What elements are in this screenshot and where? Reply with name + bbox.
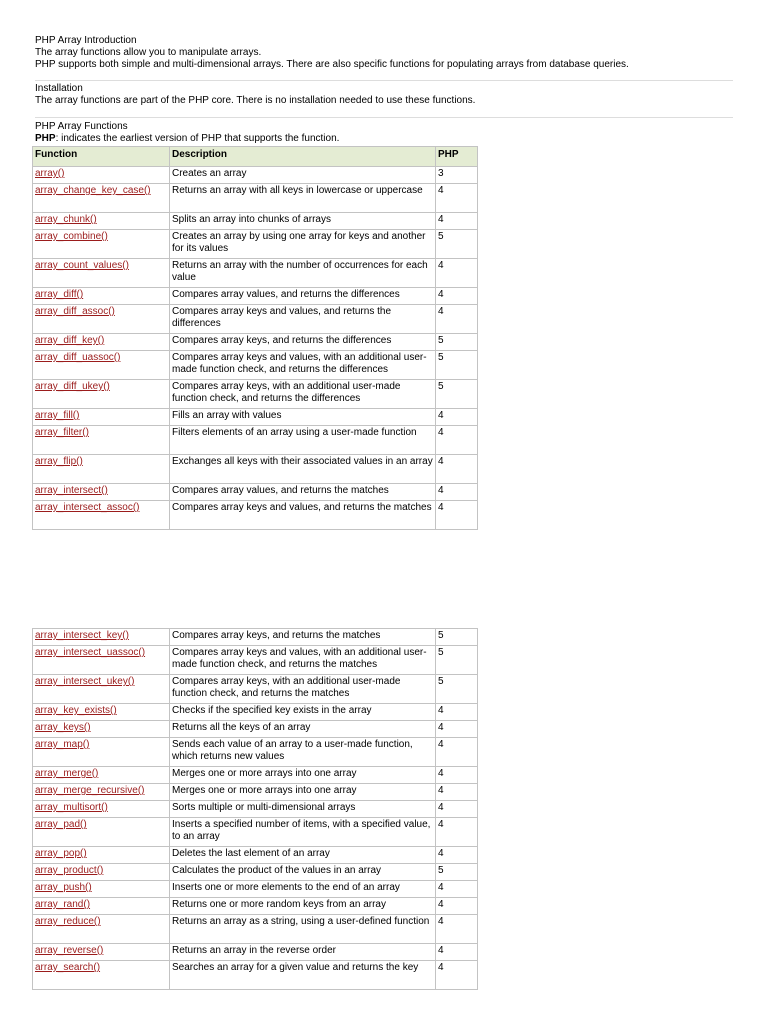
description-cell: Compares array values, and returns the matches <box>170 484 436 501</box>
table-row <box>33 944 478 961</box>
function-cell <box>33 881 170 898</box>
function-link[interactable]: array_reduce() <box>35 916 101 927</box>
function-cell <box>33 675 170 704</box>
function-link[interactable]: array_count_values() <box>35 260 129 271</box>
function-link[interactable]: array_product() <box>35 865 104 876</box>
table-row <box>33 409 478 426</box>
function-cell <box>33 351 170 380</box>
description-cell: Compares array keys and values, and returns the matches <box>170 501 436 530</box>
function-cell <box>33 915 170 944</box>
php-version-cell: 4 <box>436 898 478 915</box>
description-cell: Exchanges all keys with their associated values in an array <box>170 455 436 484</box>
function-cell <box>33 305 170 334</box>
table-row <box>33 629 478 646</box>
description-cell: Returns an array in the reverse order <box>170 944 436 961</box>
description-cell: Fills an array with values <box>170 409 436 426</box>
function-link[interactable]: array_reverse() <box>35 945 104 956</box>
description-cell: Merges one or more arrays into one array <box>170 767 436 784</box>
table-row <box>33 646 478 675</box>
installation-text: The array functions are part of the PHP core. There is no installation needed to use these functions. <box>35 95 476 106</box>
description-cell: Sorts multiple or multi-dimensional arrays <box>170 801 436 818</box>
function-link[interactable]: array_diff_ukey() <box>35 381 110 392</box>
description-cell: Searches an array for a given value and returns the key <box>170 961 436 990</box>
table-row <box>33 801 478 818</box>
function-cell <box>33 847 170 864</box>
php-version-cell: 4 <box>436 721 478 738</box>
description-cell: Returns an array as a string, using a user-defined function <box>170 915 436 944</box>
functions-note <box>35 133 733 145</box>
table-row <box>33 351 478 380</box>
intro-title: PHP Array Introduction <box>35 35 137 46</box>
function-link[interactable]: array_rand() <box>35 899 91 910</box>
function-cell <box>33 230 170 259</box>
table-row <box>33 767 478 784</box>
function-link[interactable]: array_change_key_case() <box>35 185 151 196</box>
intro-line-1: The array functions allow you to manipulate arrays. <box>35 47 262 58</box>
function-link[interactable]: array_fill() <box>35 410 80 421</box>
header-function: Function <box>33 147 170 167</box>
function-cell <box>33 738 170 767</box>
table-row <box>33 704 478 721</box>
table-row <box>33 961 478 990</box>
function-cell <box>33 426 170 455</box>
intro-line-2: PHP supports both simple and multi-dimensional arrays. There are also specific functions for populating arrays from database queries. <box>35 59 629 70</box>
php-version-cell: 4 <box>436 944 478 961</box>
description-cell: Returns all the keys of an array <box>170 721 436 738</box>
table-row <box>33 881 478 898</box>
php-note-text: : indicates the earliest version of PHP that supports the function. <box>55 133 340 144</box>
table-row <box>33 818 478 847</box>
php-version-cell: 4 <box>436 881 478 898</box>
description-cell: Merges one or more arrays into one array <box>170 784 436 801</box>
function-cell <box>33 380 170 409</box>
function-link[interactable]: array_pad() <box>35 819 87 830</box>
table-row <box>33 259 478 288</box>
function-link[interactable]: array_intersect_ukey() <box>35 676 135 687</box>
description-cell: Splits an array into chunks of arrays <box>170 213 436 230</box>
php-version-cell: 4 <box>436 501 478 530</box>
description-cell: Calculates the product of the values in an array <box>170 864 436 881</box>
function-link[interactable]: array_intersect_key() <box>35 630 129 641</box>
installation-title: Installation <box>35 83 83 94</box>
php-version-cell: 4 <box>436 305 478 334</box>
table-row <box>33 864 478 881</box>
intro-section <box>35 35 733 71</box>
function-cell <box>33 629 170 646</box>
function-cell <box>33 944 170 961</box>
description-cell: Compares array keys and values, with an additional user-made function check, and returns the matches <box>170 646 436 675</box>
table-row <box>33 184 478 213</box>
function-link[interactable]: array_filter() <box>35 427 89 438</box>
php-version-cell: 4 <box>436 818 478 847</box>
function-cell <box>33 409 170 426</box>
php-version-cell: 4 <box>436 767 478 784</box>
table-row <box>33 426 478 455</box>
php-label: PHP <box>35 133 56 144</box>
description-cell: Returns one or more random keys from an array <box>170 898 436 915</box>
description-cell: Filters elements of an array using a user-made function <box>170 426 436 455</box>
table-row <box>33 484 478 501</box>
table-row <box>33 230 478 259</box>
function-link[interactable]: array_push() <box>35 882 92 893</box>
function-link[interactable]: array_combine() <box>35 231 108 242</box>
php-version-cell: 4 <box>436 259 478 288</box>
php-version-cell: 4 <box>436 213 478 230</box>
function-link[interactable]: array_intersect() <box>35 485 108 496</box>
functions-table-part-1 <box>32 146 478 530</box>
function-link[interactable]: array_diff_key() <box>35 335 105 346</box>
php-version-cell: 5 <box>436 675 478 704</box>
table-row <box>33 915 478 944</box>
php-version-cell: 4 <box>436 961 478 990</box>
table-row <box>33 738 478 767</box>
table-row <box>33 675 478 704</box>
function-cell <box>33 784 170 801</box>
description-cell: Inserts a specified number of items, with a specified value, to an array <box>170 818 436 847</box>
function-cell <box>33 767 170 784</box>
function-link[interactable]: array_key_exists() <box>35 705 117 716</box>
php-version-cell: 4 <box>436 738 478 767</box>
description-cell: Inserts one or more elements to the end of an array <box>170 881 436 898</box>
table-row <box>33 501 478 530</box>
php-version-cell: 4 <box>436 288 478 305</box>
description-cell: Creates an array <box>170 167 436 184</box>
function-cell <box>33 259 170 288</box>
table-row <box>33 898 478 915</box>
table-row <box>33 847 478 864</box>
function-link[interactable]: array_diff_assoc() <box>35 306 115 317</box>
php-version-cell: 5 <box>436 864 478 881</box>
description-cell: Returns an array with the number of occurrences for each value <box>170 259 436 288</box>
function-cell <box>33 818 170 847</box>
description-cell: Compares array keys and values, with an additional user-made function check, and returns the differences <box>170 351 436 380</box>
php-version-cell: 4 <box>436 704 478 721</box>
function-link[interactable]: array_diff() <box>35 289 84 300</box>
function-cell <box>33 801 170 818</box>
table-row <box>33 455 478 484</box>
php-version-cell: 5 <box>436 646 478 675</box>
function-link[interactable]: array_map() <box>35 739 90 750</box>
function-cell <box>33 184 170 213</box>
table-row <box>33 213 478 230</box>
php-version-cell: 4 <box>436 184 478 213</box>
functions-section-header <box>35 121 733 145</box>
function-cell <box>33 334 170 351</box>
function-link[interactable]: array_merge_recursive() <box>35 785 145 796</box>
php-version-cell: 4 <box>436 409 478 426</box>
description-cell: Checks if the specified key exists in the array <box>170 704 436 721</box>
php-version-cell: 5 <box>436 334 478 351</box>
table-row <box>33 334 478 351</box>
table-row <box>33 784 478 801</box>
function-cell <box>33 961 170 990</box>
function-link[interactable]: array_diff_uassoc() <box>35 352 121 363</box>
functions-title: PHP Array Functions <box>35 121 128 132</box>
php-version-cell: 4 <box>436 484 478 501</box>
function-cell <box>33 213 170 230</box>
table-row <box>33 167 478 184</box>
php-version-cell: 4 <box>436 847 478 864</box>
table-header-row <box>33 147 478 167</box>
table-row <box>33 288 478 305</box>
function-link[interactable]: array_chunk() <box>35 214 97 225</box>
function-cell <box>33 704 170 721</box>
php-version-cell: 5 <box>436 230 478 259</box>
description-cell: Creates an array by using one array for keys and another for its values <box>170 230 436 259</box>
divider <box>35 117 733 118</box>
function-cell <box>33 167 170 184</box>
table-row <box>33 380 478 409</box>
description-cell: Compares array values, and returns the differences <box>170 288 436 305</box>
table-row <box>33 721 478 738</box>
function-link[interactable]: array_intersect_uassoc() <box>35 647 146 658</box>
function-link[interactable]: array_search() <box>35 962 101 973</box>
header-description: Description <box>170 147 436 167</box>
function-link[interactable]: array_intersect_assoc() <box>35 502 140 513</box>
function-link[interactable]: array_merge() <box>35 768 99 779</box>
function-cell <box>33 646 170 675</box>
installation-section <box>35 83 733 107</box>
function-link[interactable]: array_flip() <box>35 456 83 467</box>
description-cell: Compares array keys, and returns the matches <box>170 629 436 646</box>
description-cell: Compares array keys, and returns the differences <box>170 334 436 351</box>
php-version-cell: 5 <box>436 629 478 646</box>
php-version-cell: 4 <box>436 915 478 944</box>
php-version-cell: 4 <box>436 426 478 455</box>
description-cell: Compares array keys and values, and returns the differences <box>170 305 436 334</box>
php-version-cell: 4 <box>436 455 478 484</box>
description-cell: Compares array keys, with an additional user-made function check, and returns the differences <box>170 380 436 409</box>
function-cell <box>33 864 170 881</box>
function-cell <box>33 484 170 501</box>
php-version-cell: 4 <box>436 784 478 801</box>
header-php: PHP <box>436 147 478 167</box>
php-version-cell: 5 <box>436 351 478 380</box>
function-link[interactable]: array_pop() <box>35 848 87 859</box>
function-cell <box>33 501 170 530</box>
php-version-cell: 4 <box>436 801 478 818</box>
table-row <box>33 305 478 334</box>
function-cell <box>33 455 170 484</box>
php-version-cell: 3 <box>436 167 478 184</box>
function-cell <box>33 288 170 305</box>
description-cell: Deletes the last element of an array <box>170 847 436 864</box>
divider <box>35 80 733 81</box>
function-cell <box>33 721 170 738</box>
description-cell: Sends each value of an array to a user-made function, which returns new values <box>170 738 436 767</box>
functions-table-part-2 <box>32 628 478 990</box>
function-link[interactable]: array_multisort() <box>35 802 108 813</box>
function-link[interactable]: array() <box>35 168 65 179</box>
function-link[interactable]: array_keys() <box>35 722 91 733</box>
function-cell <box>33 898 170 915</box>
description-cell: Compares array keys, with an additional user-made function check, and returns the matches <box>170 675 436 704</box>
description-cell: Returns an array with all keys in lowercase or uppercase <box>170 184 436 213</box>
php-version-cell: 5 <box>436 380 478 409</box>
